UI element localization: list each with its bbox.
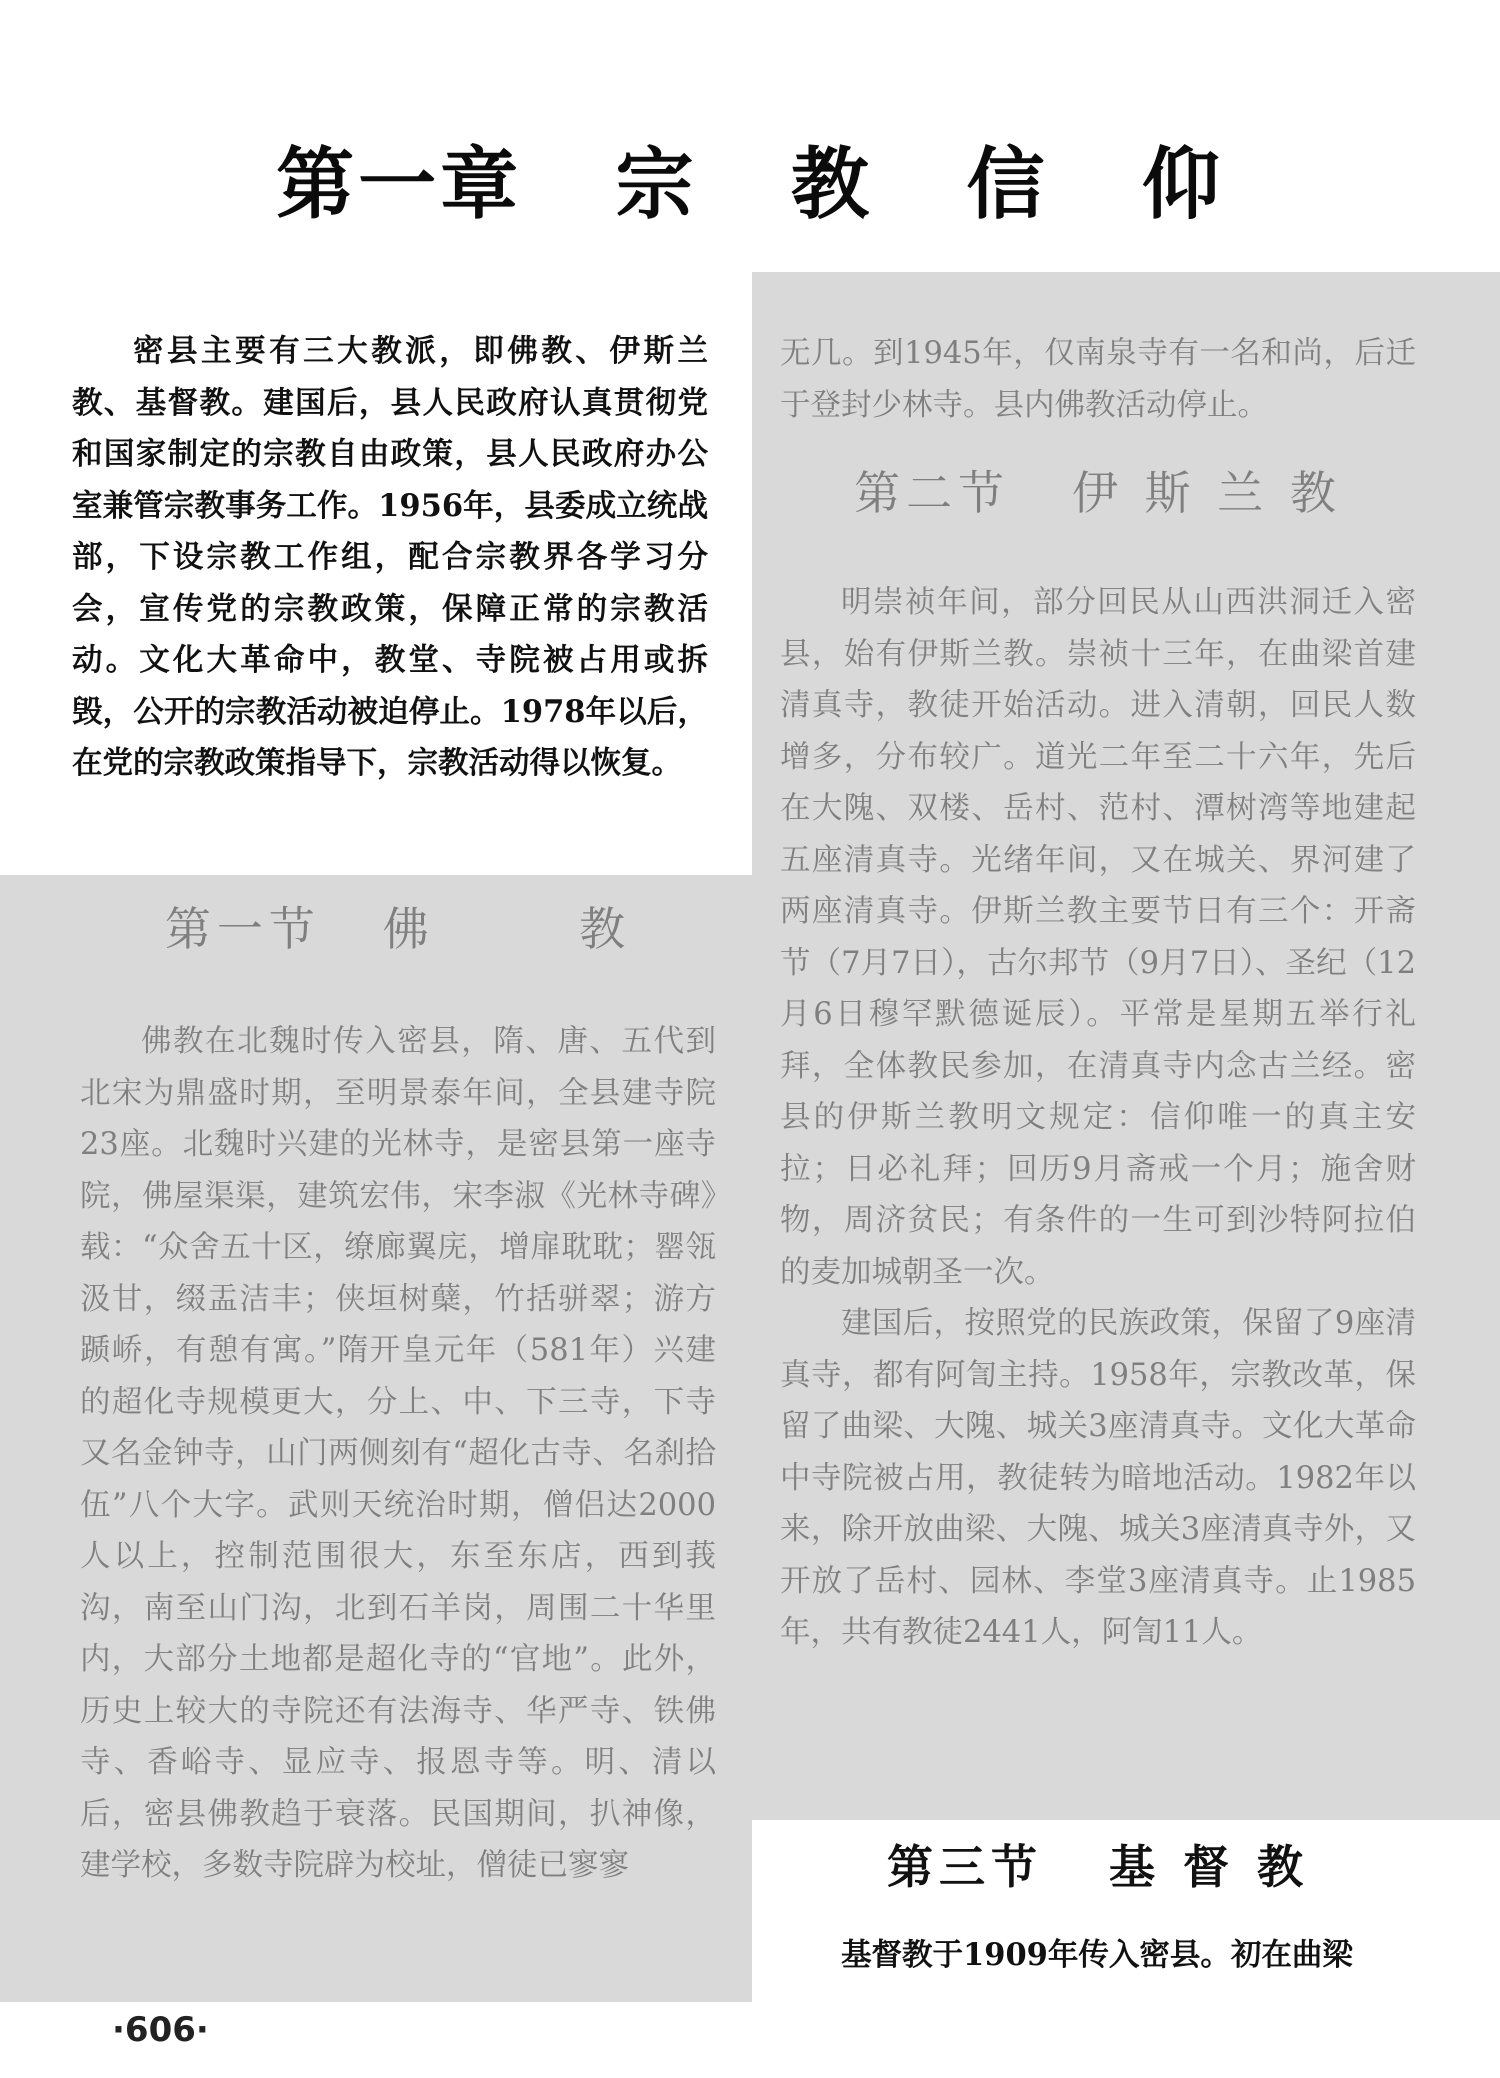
section1-body: 佛教在北魏时传入密县，隋、唐、五代到北宋为鼎盛时期，至明景泰年间，全县建寺院23座。北魏时兴建的光林寺，是密县第一座寺院，佛屋渠渠，建筑宏伟，宋李淑《光林寺碑》载：“众舍五十区，缭廊翼庑，增扉耽耽；罂瓴汲甘，缀盂洁丰；侠垣树蘖，竹括骈翠；游方踬峤，有憩有寓。”隋开皇元年（581年）兴建的超化寺规模更大，分上、中、下三寺，下寺又名金钟寺，山门两侧刻有“超化古寺、名刹拾伍”八个大字。武则天统治时期，僧侣达2000人以上，控制范围很大，东至东店，西到莪沟，南至山门沟，北到石羊岗，周围二十华里内，大部分土地都是超化寺的“官地”。此外，历史上较大的寺院还有法海寺、华严寺、铁佛寺、香峪寺、显应寺、报恩寺等。明、清以后，密县佛教趋于衰落。民国期间，扒神像，建学校，多数寺院辟为校址，僧徒已寥寥 [80, 1024, 716, 1883]
section3-title: 第三节 基 督 教 [886, 1840, 1310, 1894]
chapter-title: 第一章 宗 教 信 仰 [276, 139, 1224, 230]
section2-title: 第二节 伊 斯 兰 教 [854, 466, 1342, 520]
page-number: ·606· [112, 2010, 209, 2050]
intro-paragraph: 密县主要有三大教派，即佛教、伊斯兰教、基督教。建国后，县人民政府认真贯彻党和国家制定的宗教自由政策，县人民政府办公室兼管宗教事务工作。1956年，县委成立统战部，下设宗教工作组，配合宗教界各学习分会，宣传党的宗教政策，保障正常的宗教活动。文化大革命中，教堂、寺院被占用或拆毁，公开的宗教活动被迫停止。1978年以后，在党的宗教政策指导下，宗教活动得以恢复。 [72, 333, 708, 781]
section3-block [780, 1834, 1416, 1982]
right-column-block [780, 328, 1416, 1659]
intro-block [72, 326, 708, 790]
section2-paragraph-1: 明崇祯年间，部分回民从山西洪洞迁入密县，始有伊斯兰教。崇祯十三年，在曲梁首建清真寺，教徒开始活动。进入清朝，回民人数增多，分布较广。道光二年至二十六年，先后在大隗、双楼、岳村、范村、潭树湾等地建起五座清真寺。光绪年间，又在城关、界河建了两座清真寺。伊斯兰教主要节日有三个：开斋节（7月7日），古尔邦节（9月7日）、圣纪（12月6日穆罕默德诞辰）。平常是星期五举行礼拜，全体教民参加，在清真寺内念古兰经。密县的伊斯兰教明文规定：信仰唯一的真主安拉；日必礼拜；回历9月斋戒一个月；施舍财物，周济贫民；有条件的一生可到沙特阿拉伯的麦加城朝圣一次。 [780, 585, 1416, 1290]
section1-block [80, 888, 716, 1892]
section3-body: 基督教于1909年传入密县。初在曲梁 [841, 1937, 1353, 1973]
section2-paragraph-2: 建国后，按照党的民族政策，保留了9座清真寺，都有阿訇主持。1958年，宗教改革，保留了曲梁、大隗、城关3座清真寺。文化大革命中寺院被占用，教徒转为暗地活动。1982年以来，除开放曲梁、大隗、城关3座清真寺外，又开放了岳村、园林、李堂3座清真寺。止1985年，共有教徒2441人，阿訇11人。 [780, 1306, 1416, 1650]
section1-title: 第一节 佛 教 [164, 902, 632, 956]
section1-continuation: 无几。到1945年，仅南泉寺有一名和尚，后迁于登封少林寺。县内佛教活动停止。 [780, 336, 1416, 423]
